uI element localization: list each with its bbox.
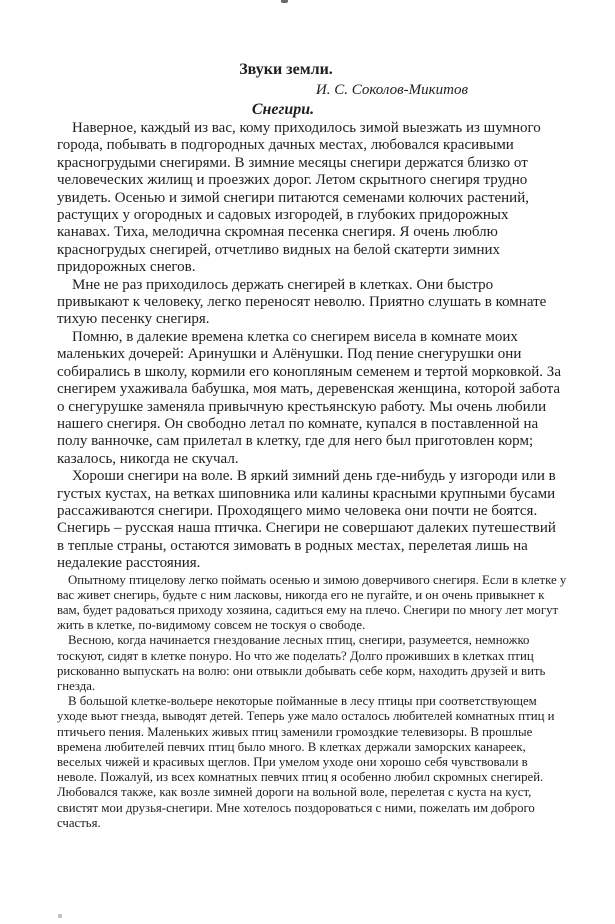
paragraph-3: Помню, в далекие времена клетка со снегирем висела в комнате моих маленьких дочерей: Аринушки и Алёнушки. Под пение снегурушки они собирались в школу, кормили его конопляным семенем и тертой морковкой. За снегирем ухаживала бабушка, моя мать, деревенская женщина, которой забота о снегурушке заменяла привычную крестьянскую работу. Мы очень любили нашего снегиря. Он свободно летал по комнате, купался в поставленной на полу ванночке, сам прилетал в клетку, где для него был приготовлен корм; казалось, никогда не скучал. — [57, 328, 561, 467]
paragraph-6-small: Весною, когда начинается гнездование лесных птиц, снегири, разумеется, немножко тоскуют, сидят в клетке понуро. Но что же поделать? Долго проживших в клетках птиц рискованно выпускать на волю: они отвыкли добывать себе корм, находить друзей и вить гнезда. — [57, 633, 546, 693]
paragraph-2: Мне не раз приходилось держать снегирей в клетках. Они быстро привыкают к человеку, легко переносят неволю. Приятно слушать в комнате тихую песенку снегиря. — [57, 276, 547, 328]
document-content — [57, 60, 567, 831]
author-line: И. С. Соколов-Микитов — [315, 82, 468, 98]
paragraph-7-small: В большой клетке-вольере некоторые пойманные в лесу птицы при соответствующем уходе вьют гнезда, выводят детей. Теперь уже мало осталось любителей комнатных птиц и птичьего пения. Маленьких живых птиц заменили громоздкие телевизоры. В прошлые времена любителей певчих птиц было много. В клетках держали заморских канареек, веселых чижей и красивых щеглов. При умелом уходе они хорошо себя чувствовали в неволе. Пожалуй, из всех комнатных певчих птиц я особенно любил скромных снегирей. Любовался также, как возле зимней дороги на вольной воле, перелетая с куста на куст, свистят мои друзья-снегири. Мне хотелось поздороваться с ними, пожелать им доброго счастья. — [57, 694, 555, 830]
document-title: Звуки земли. — [239, 61, 333, 78]
paragraph-5-small: Опытному птицелову легко поймать осенью и зимою доверчивого снегиря. Если в клетке у вас живет снегирь, будьте с ним ласковы, никогда его не пугайте, и он очень привыкнет к вам, будет радоваться приходу хозяина, садиться ему на плечо. Снегири по многу лет могут жить в клетке, по-видимому совсем не тоскуя о свободе. — [57, 572, 567, 633]
story-title: Снегири. — [251, 101, 315, 118]
scan-artifact-bottom — [58, 914, 62, 918]
scan-artifact-top — [281, 0, 288, 3]
paragraph-4: Хороши снегири на воле. В яркий зимний день где-нибудь у изгороди или в густых кустах, на ветках шиповника или калины красными крупными бусами рассаживаются снегири. Проходящего мимо человека они почти не боятся. Снегирь – русская наша птичка. Снегири не совершают далеких путешествий в теплые страны, остаются зимовать в родных местах, перелетая лишь на недалекие расстояния. — [57, 468, 556, 572]
paragraph-1: Наверное, каждый из вас, кому приходилось зимой выезжать из шумного города, побывать в подгородных дачных местах, любовался красивыми красногрудыми снегирями. В зимние месяцы снегири держатся близко от человеческих жилищ и проезжих дорог. Летом скрытного снегиря трудно увидеть. Осенью и зимой снегири питаются семенами колючих растений, растущих у огородных и садовых изгородей, в глубоких придорожных канавах. Тиха, мелодична скромная песенка снегиря. Я очень люблю красногрудых снегирей, отчетливо видных на белой скатерти зимних придорожных снегов. — [57, 120, 541, 276]
